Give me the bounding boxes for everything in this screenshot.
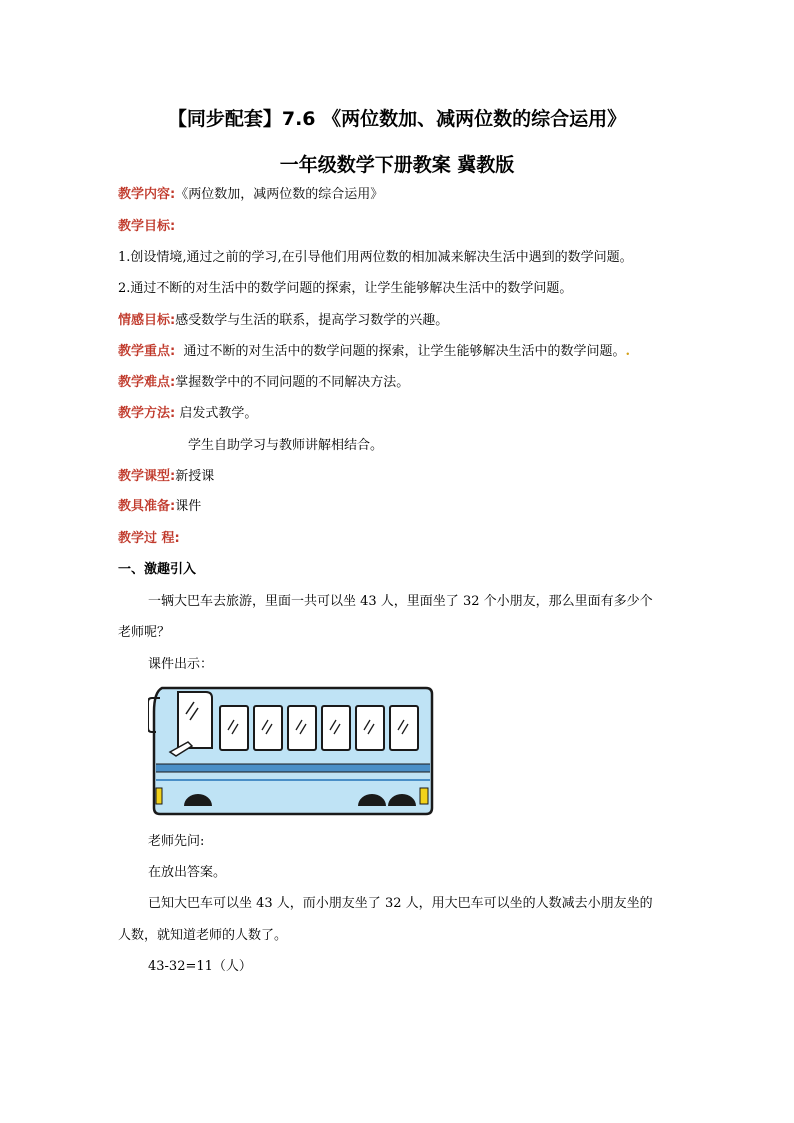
lesson-type-label: 教学课型: xyxy=(118,469,176,484)
process-row xyxy=(118,530,180,548)
method-row xyxy=(118,405,257,423)
bus-window xyxy=(254,706,282,750)
process-label: 教学过 程: xyxy=(118,531,180,546)
paragraph-2a: 已知大巴车可以坐 43 人，而小朋友坐了 32 人，用大巴车可以坐的人数减去小朋友坐的 xyxy=(148,896,653,911)
lesson-type-row xyxy=(118,468,214,486)
bus-window xyxy=(288,706,316,750)
emotion-text: 感受数学与生活的联系，提高学习数学的兴趣。 xyxy=(175,313,449,328)
emotion-row xyxy=(118,312,448,330)
difficulty-text: 掌握数学中的不同问题的不同解决方法。 xyxy=(175,375,410,390)
key-point-row xyxy=(118,343,630,361)
bus-window xyxy=(322,706,350,750)
tools-text: 课件 xyxy=(175,499,202,514)
key-text: 通过不断的对生活中的数学问题的探索，让学生能够解决生活中的数学问题。 xyxy=(175,344,626,359)
show-label: 课件出示： xyxy=(148,657,214,672)
bus-stripe xyxy=(156,764,430,772)
content-label: 教学内容: xyxy=(118,187,176,202)
document-title-line2: 一年级数学下册教案 冀教版 xyxy=(279,154,515,176)
bus-window xyxy=(390,706,418,750)
method-text-2: 学生自助学习与教师讲解相结合。 xyxy=(188,438,384,453)
difficulty-row xyxy=(118,374,409,392)
bus-illustration xyxy=(148,684,436,820)
content-row xyxy=(118,186,383,204)
paragraph-1b: 老师呢？ xyxy=(118,625,171,640)
bus-rear-light xyxy=(420,788,428,804)
method-label: 教学方法: xyxy=(118,406,176,421)
emotion-label: 情感目标: xyxy=(118,313,176,328)
goals-label: 教学目标: xyxy=(118,219,176,234)
bus-window xyxy=(356,706,384,750)
tools-label: 教具准备: xyxy=(118,499,176,514)
bus-door xyxy=(178,692,212,748)
difficulty-label: 教学难点: xyxy=(118,375,176,390)
goal-item-1: 1.创设情境,通过之前的学习,在引导他们用两位数的相加减来解决生活中遇到的数学问题。 xyxy=(118,250,633,265)
key-label: 教学重点: xyxy=(118,344,176,359)
section-heading: 一、激趣引入 xyxy=(118,562,197,577)
show-answer: 在放出答案。 xyxy=(148,865,227,880)
tools-row xyxy=(118,498,201,516)
bus-window xyxy=(220,706,248,750)
document-title-line1: 【同步配套】7.6 《两位数加、减两位数的综合运用》 xyxy=(167,108,627,130)
goal-item-2: 2.通过不断的对生活中的数学问题的探索，让学生能够解决生活中的数学问题。 xyxy=(118,281,573,296)
bus-front-light xyxy=(156,788,162,804)
paragraph-2b: 人数，就知道老师的人数了。 xyxy=(118,928,288,943)
key-mark: . xyxy=(625,344,630,359)
equation: 43-32=11（人） xyxy=(148,959,252,974)
paragraph-1a: 一辆大巴车去旅游，里面一共可以坐 43 人，里面坐了 32 个小朋友，那么里面有多少个 xyxy=(148,594,653,609)
goals-row xyxy=(118,218,175,236)
content-text: 《两位数加，减两位数的综合运用》 xyxy=(175,187,384,202)
teacher-ask: 老师先问: xyxy=(148,834,205,849)
lesson-type-text: 新授课 xyxy=(175,469,215,484)
method-text-1: 启发式教学。 xyxy=(175,406,258,421)
